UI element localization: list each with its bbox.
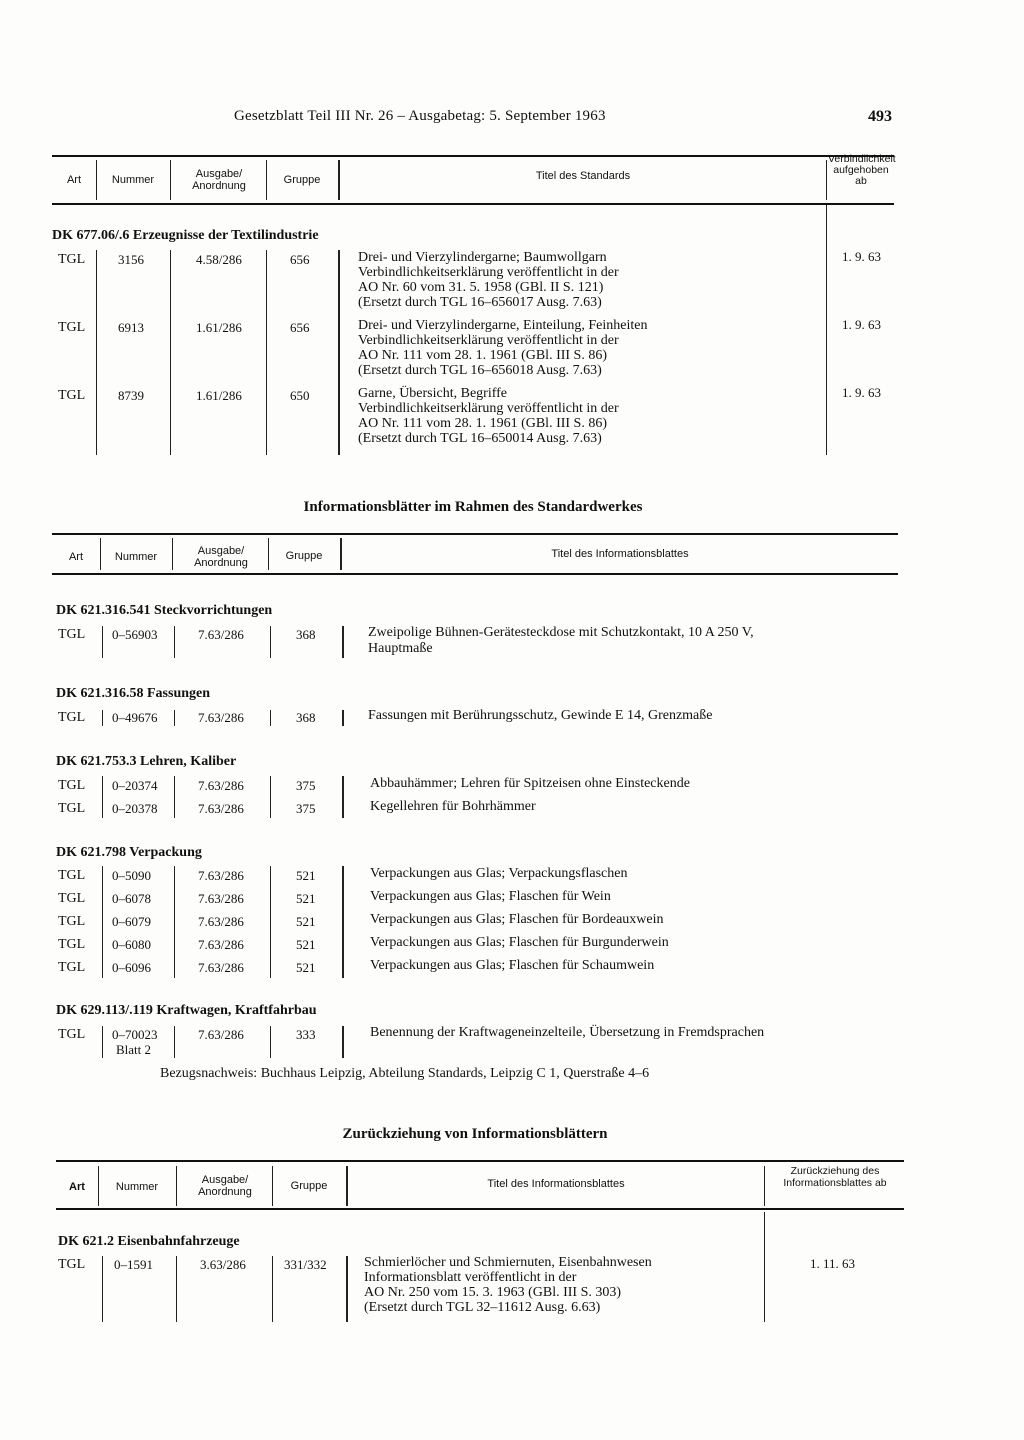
cell-ausgabe: 7.63/286 [198,937,244,952]
cell-titel-line: Drei- und Vierzylindergarne, Einteilung, Feinheiten [358,318,648,333]
cell-titel-line: Zweipolige Bühnen-Gerätesteckdose mit Schutzkontakt, 10 A 250 V, [368,625,754,640]
cell-art: TGL [58,891,86,906]
col-header-art: Art [68,551,84,563]
cell-ausgabe: 7.63/286 [198,710,244,725]
cell-ausgabe: 1.61/286 [196,320,242,335]
cell-nummer: 8739 [118,388,144,403]
cell-art: TGL [58,710,86,725]
cell-titel-line: Informationsblatt veröffentlicht in der [364,1270,577,1285]
cell-ausgabe: 1.61/286 [196,388,242,403]
cell-titel-line: Benennung der Kraftwageneinzelteile, Übersetzung in Fremdsprachen [370,1025,765,1040]
cell-titel-line: (Ersetzt durch TGL 16–650014 Ausg. 7.63) [358,431,602,446]
cell-art: TGL [58,1257,86,1272]
section-heading: DK 621.316.541 Steckvorrichtungen [56,603,273,618]
cell-titel-line: Fassungen mit Berührungsschutz, Gewinde E 14, Grenzmaße [368,708,713,723]
cell-titel-line: Drei- und Vierzylindergarne; Baumwollgarn [358,250,607,265]
section-heading: DK 621.2 Eisenbahnfahrzeuge [58,1234,240,1249]
cell-gruppe: 656 [290,252,310,267]
cell-gruppe: 650 [290,388,310,403]
cell-nummer: 0–6080 [112,937,151,952]
cell-titel-line: Kegellehren für Bohrhämmer [370,799,536,814]
cell-nummer: 0–6079 [112,914,151,929]
cell-gruppe: 656 [290,320,310,335]
cell-titel-line: Verpackungen aus Glas; Verpackungsflaschen [370,866,628,881]
cell-gruppe: 521 [296,868,316,883]
col-header-ausgabe: Ausgabe/ Anordnung [198,1174,252,1198]
cell-datum: 1. 9. 63 [842,385,881,400]
cell-gruppe: 521 [296,937,316,952]
cell-titel-line: Schmierlöcher und Schmiernuten, Eisenbahnwesen [364,1255,652,1270]
section-heading: DK 621.316.58 Fassungen [56,686,211,701]
cell-nummer: 6913 [118,320,144,335]
running-header: Gesetzblatt Teil III Nr. 26 – Ausgabetag: 5. September 1963 [234,108,606,124]
cell-ausgabe: 4.58/286 [196,252,242,267]
cell-nummer: 0–20378 [112,801,158,816]
col-header-ausgabe: Ausgabe/ Anordnung [192,168,246,192]
page-number: 493 [868,108,892,125]
cell-ausgabe: 7.63/286 [198,1027,244,1042]
cell-ausgabe: 7.63/286 [198,891,244,906]
cell-titel-line: AO Nr. 111 vom 28. 1. 1961 (GBl. III S. 86) [358,416,608,431]
table-title: Informationsblätter im Rahmen des Standardwerkes [303,499,643,515]
cell-art: TGL [58,937,86,952]
cell-titel-line: Verbindlichkeitserklärung veröffentlicht in der [358,265,619,280]
section-heading: DK 629.113/.119 Kraftwagen, Kraftfahrbau [56,1003,317,1018]
cell-datum: 1. 9. 63 [842,317,881,332]
cell-ausgabe: 7.63/286 [198,914,244,929]
cell-ausgabe: 7.63/286 [198,627,244,642]
cell-gruppe: 333 [296,1027,316,1042]
col-header-zurueckziehung: Zurückziehung des Informationsblattes ab [783,1165,887,1189]
cell-art: TGL [58,868,86,883]
col-header-verbindlichkeit: Verbindlichkeit aufgehoben ab [828,153,896,187]
cell-titel-line: Verbindlichkeitserklärung veröffentlicht in der [358,333,619,348]
section-heading: DK 677.06/.6 Erzeugnisse der Textilindustrie [52,228,319,243]
cell-titel-line: Garne, Übersicht, Begriffe [358,386,508,401]
cell-titel-line: (Ersetzt durch TGL 16–656018 Ausg. 7.63) [358,363,602,378]
cell-nummer: 0–49676 [112,710,158,725]
cell-art: TGL [58,252,86,267]
cell-art: TGL [58,320,86,335]
col-header-gruppe: Gruppe [283,174,321,186]
cell-nummer: 0–5090 [112,868,151,883]
cell-nummer-blatt: Blatt 2 [116,1042,152,1057]
cell-ausgabe: 7.63/286 [198,801,244,816]
cell-titel-line: AO Nr. 250 vom 15. 3. 1963 (GBl. III S. 303) [364,1285,622,1300]
cell-datum: 1. 11. 63 [810,1256,856,1271]
col-header-nummer: Nummer [114,551,158,563]
cell-gruppe: 368 [296,627,316,642]
section-heading: DK 621.798 Verpackung [56,845,202,860]
col-header-art: Art [66,174,82,186]
cell-ausgabe: 7.63/286 [198,868,244,883]
col-header-titel: Titel des Informationsblattes [551,548,689,560]
cell-titel-line: Hauptmaße [368,641,433,656]
col-header-nummer: Nummer [115,1181,159,1193]
cell-ausgabe: 3.63/286 [200,1257,246,1272]
cell-art: TGL [58,801,86,816]
col-header-titel: Titel des Standards [535,170,631,182]
col-header-gruppe: Gruppe [290,1180,328,1192]
cell-gruppe: 375 [296,801,316,816]
cell-ausgabe: 7.63/286 [198,778,244,793]
col-header-ausgabe: Ausgabe/ Anordnung [194,545,248,569]
cell-art: TGL [58,778,86,793]
cell-nummer: 0–70023 [112,1027,158,1042]
cell-nummer: 3156 [118,252,144,267]
cell-gruppe: 368 [296,710,316,725]
cell-art: TGL [58,960,86,975]
cell-titel-line: Verpackungen aus Glas; Flaschen für Wein [370,889,611,904]
cell-nummer: 0–56903 [112,627,158,642]
cell-ausgabe: 7.63/286 [198,960,244,975]
bezugsnachweis: Bezugsnachweis: Buchhaus Leipzig, Abteilung Standards, Leipzig C 1, Querstraße 4–6 [160,1066,650,1081]
section-heading: DK 621.753.3 Lehren, Kaliber [56,754,237,769]
cell-art: TGL [58,627,86,642]
table-title: Zurückziehung von Informationsblättern [342,1126,608,1142]
cell-titel-line: Abbauhämmer; Lehren für Spitzeisen ohne Einsteckende [370,776,690,791]
cell-gruppe: 375 [296,778,316,793]
cell-gruppe: 331/332 [284,1257,327,1272]
cell-titel-line: Verpackungen aus Glas; Flaschen für Burgunderwein [370,935,669,950]
cell-gruppe: 521 [296,960,316,975]
col-header-gruppe: Gruppe [285,550,323,562]
cell-datum: 1. 9. 63 [842,249,881,264]
cell-nummer: 0–6078 [112,891,151,906]
cell-titel-line: AO Nr. 111 vom 28. 1. 1961 (GBl. III S. 86) [358,348,608,363]
cell-titel-line: Verpackungen aus Glas; Flaschen für Bordeauxwein [370,912,664,927]
cell-nummer: 0–1591 [114,1257,153,1272]
col-header-titel: Titel des Informationsblattes [487,1178,625,1190]
cell-nummer: 0–6096 [112,960,151,975]
cell-titel-line: (Ersetzt durch TGL 32–11612 Ausg. 6.63) [364,1300,601,1315]
cell-gruppe: 521 [296,914,316,929]
col-header-nummer: Nummer [111,174,155,186]
cell-art: TGL [58,914,86,929]
cell-titel-line: Verpackungen aus Glas; Flaschen für Schaumwein [370,958,655,973]
cell-titel-line: AO Nr. 60 vom 31. 5. 1958 (GBl. II S. 121) [358,280,604,295]
cell-titel-line: Verbindlichkeitserklärung veröffentlicht in der [358,401,619,416]
cell-gruppe: 521 [296,891,316,906]
cell-art: TGL [58,388,86,403]
cell-nummer: 0–20374 [112,778,158,793]
col-header-art: Art [69,1181,85,1193]
cell-titel-line: (Ersetzt durch TGL 16–656017 Ausg. 7.63) [358,295,602,310]
cell-art: TGL [58,1027,86,1042]
